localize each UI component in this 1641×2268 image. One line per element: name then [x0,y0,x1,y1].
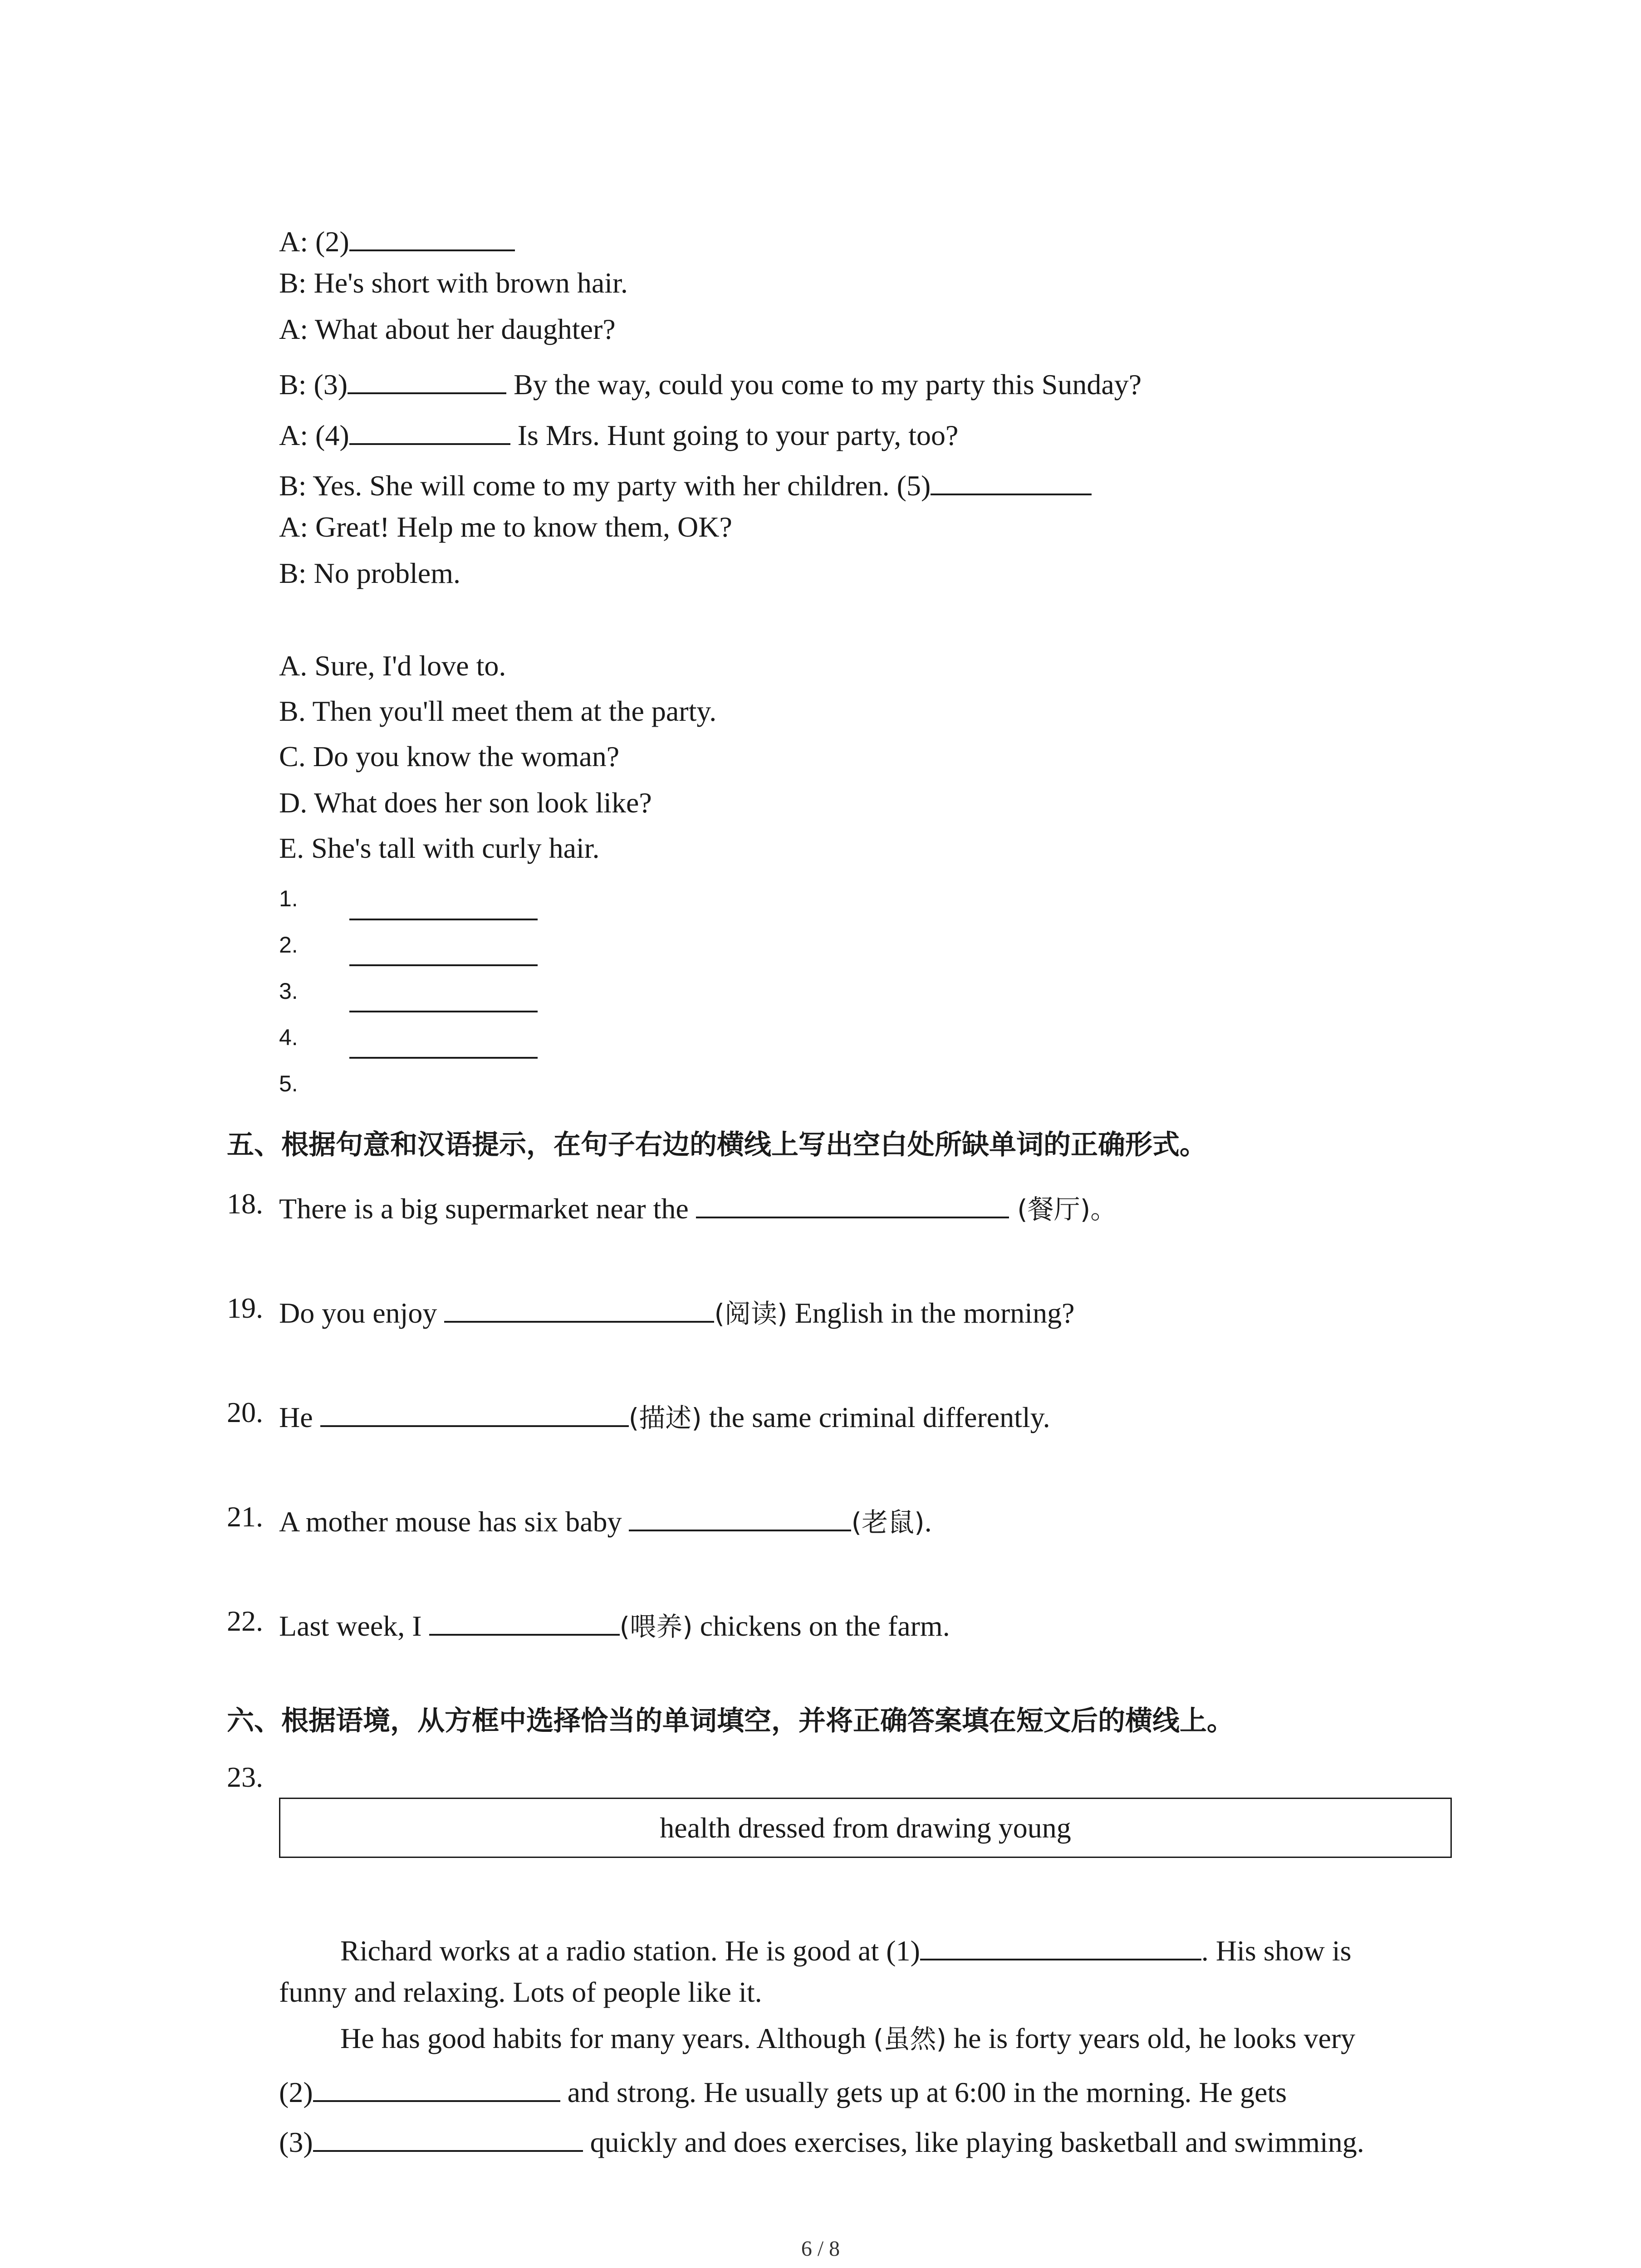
answer-line[interactable] [349,919,538,920]
option-item: C. Do you know the woman? [279,740,620,772]
answer-blank[interactable] [313,2123,583,2152]
answer-number: 5. [279,1071,298,1096]
question-number: 21. [227,1501,263,1533]
section-heading: 六、根据语境，从方框中选择恰当的单词填空，并将正确答案填在短文后的横线上。 [227,1705,1234,1737]
answer-blank[interactable] [931,466,1092,495]
question-text: Last week, I (喂养) chickens on the farm. [279,1607,950,1641]
answer-blank[interactable] [696,1189,1009,1218]
passage-line: funny and relaxing. Lots of people like it. [279,1976,762,2008]
answer-number: 2. [279,932,298,958]
dialogue-line: A: (2) [279,222,515,256]
answer-blank[interactable] [349,416,510,445]
answer-number: 4. [279,1025,298,1050]
question-text: There is a big supermarket near the (餐厅)。 [279,1189,1117,1223]
section-heading: 五、根据句意和汉语提示，在句子右边的横线上写出空白处所缺单词的正确形式。 [227,1129,1207,1161]
dialogue-line: A: Great! Help me to know them, OK? [279,511,732,543]
question-text: A mother mouse has six baby (老鼠). [279,1502,932,1536]
dialogue-line: A: (4) Is Mrs. Hunt going to your party, too? [279,416,958,450]
question-number: 18. [227,1188,263,1220]
passage-line: Richard works at a radio station. He is good at (1) . His show is [340,1931,1352,1965]
option-item: B. Then you'll meet them at the party. [279,695,717,727]
dialogue-line: B: Yes. She will come to my party with her children. (5) [279,466,1092,500]
dialogue-line: B: He's short with brown hair. [279,267,628,299]
question-text: He (描述) the same criminal differently. [279,1398,1050,1432]
dialogue-line: A: What about her daughter? [279,313,616,345]
answer-number: 1. [279,886,298,911]
answer-blank[interactable] [348,365,506,394]
dialogue-line: B: (3) By the way, could you come to my party this Sunday? [279,365,1141,399]
option-item: A. Sure, I'd love to. [279,650,506,682]
answer-blank[interactable] [629,1502,851,1531]
answer-line[interactable] [349,964,538,966]
answer-blank[interactable] [349,222,515,251]
word-box: health dressed from drawing young [279,1798,1452,1858]
answer-blank[interactable] [313,2073,560,2102]
answer-number: 3. [279,978,298,1004]
option-item: D. What does her son look like? [279,787,652,819]
passage-line: (3) quickly and does exercises, like playing basketball and swimming. [279,2123,1364,2157]
answer-blank[interactable] [429,1607,620,1636]
answer-blank[interactable] [920,1931,1201,1960]
question-number: 19. [227,1292,263,1324]
answer-blank[interactable] [320,1398,629,1427]
page-number: 6 / 8 [801,2237,840,2261]
question-number: 23. [227,1761,263,1793]
dialogue-line: B: No problem. [279,557,460,589]
passage-line: (2) and strong. He usually gets up at 6:00 in the morning. He gets [279,2073,1287,2107]
answer-line[interactable] [349,1057,538,1059]
answer-line[interactable] [349,1011,538,1012]
question-number: 22. [227,1605,263,1637]
option-item: E. She's tall with curly hair. [279,832,600,864]
question-text: Do you enjoy (阅读) English in the morning? [279,1294,1074,1328]
question-number: 20. [227,1396,263,1428]
passage-line: He has good habits for many years. Although (虽然) he is forty years old, he looks very [340,2022,1356,2054]
answer-blank[interactable] [444,1294,714,1323]
